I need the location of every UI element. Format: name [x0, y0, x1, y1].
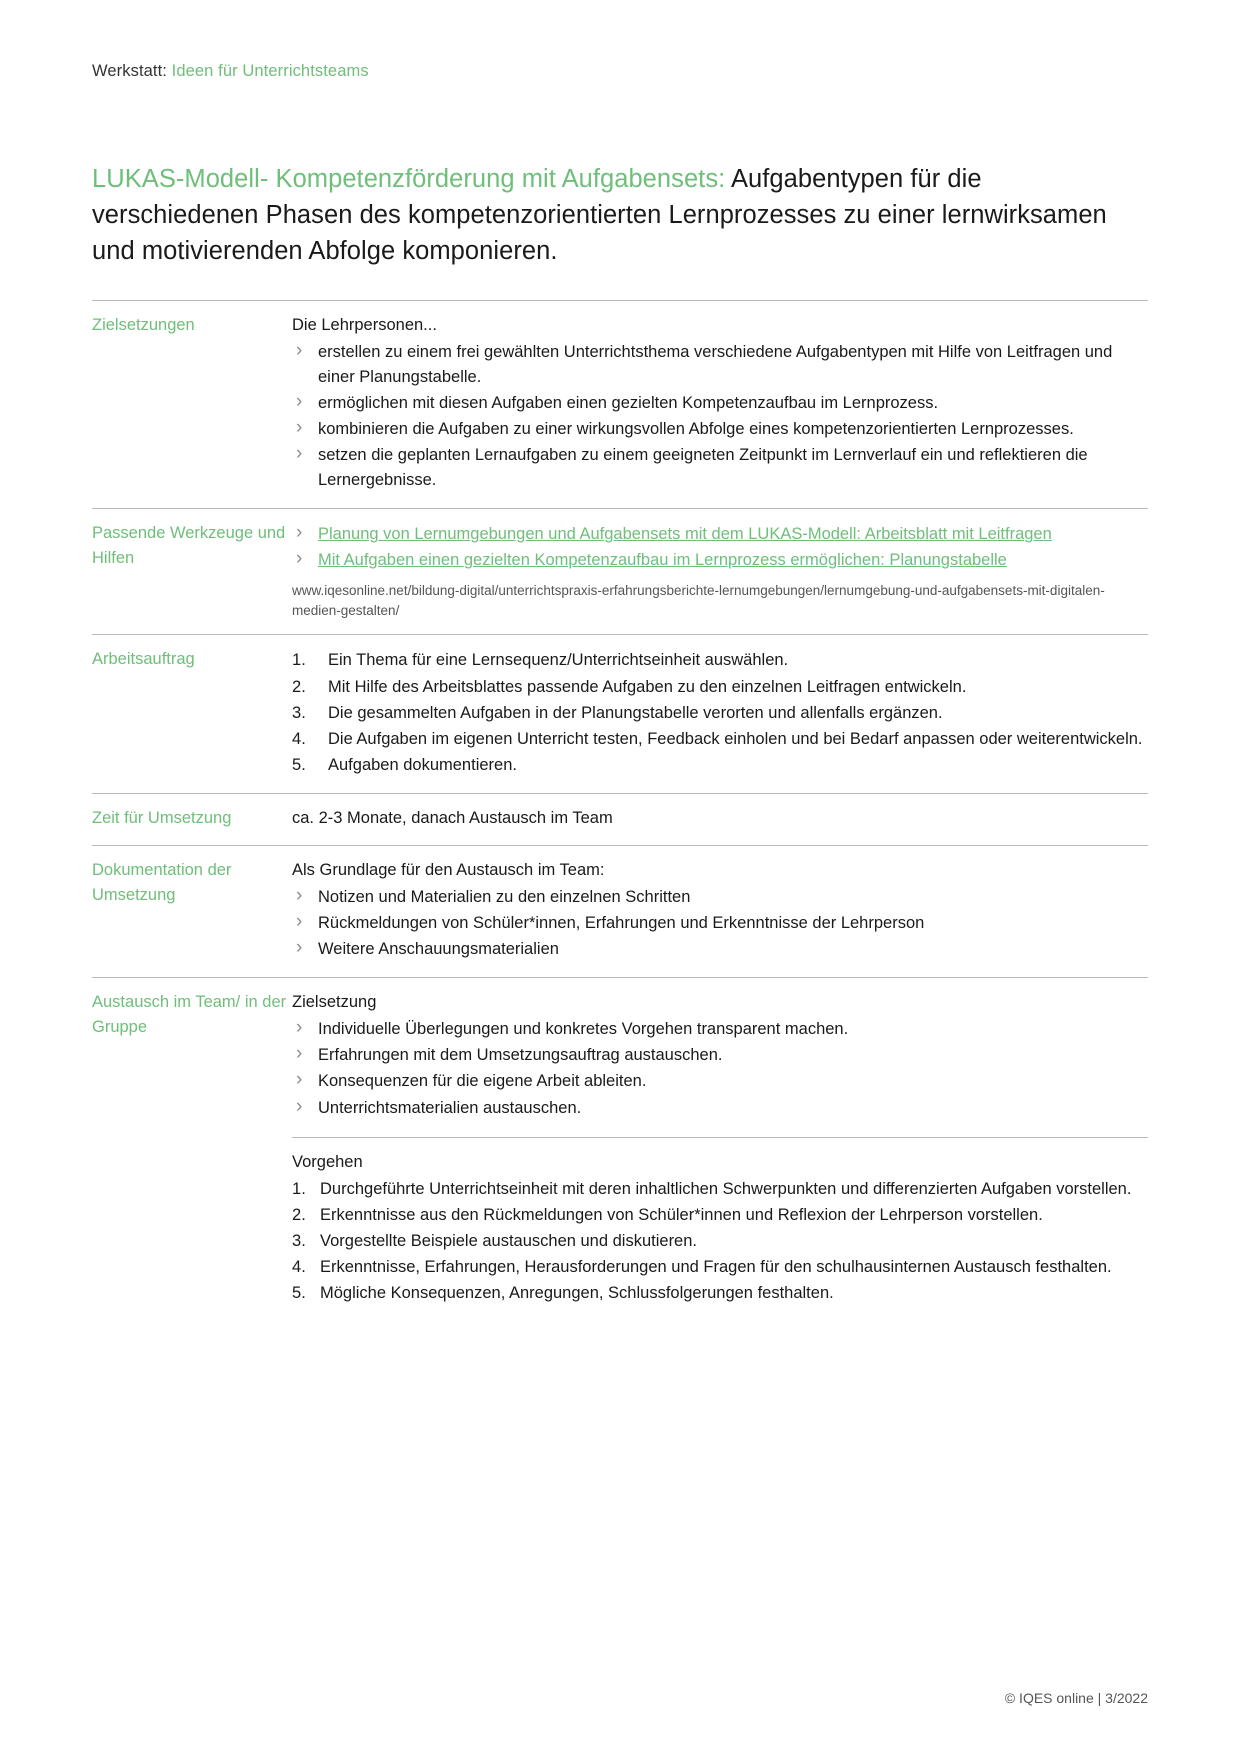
- list-item: › Individuelle Überlegungen und konkretes Vorgehen transparent machen.: [292, 1017, 1148, 1042]
- row-label-austausch: Austausch im Team/ in der Gruppe: [92, 978, 292, 1321]
- list-item: Vorgestellte Beispiele austauschen und diskutieren.: [320, 1231, 697, 1250]
- row-body-dokumentation: [292, 845, 1148, 977]
- list-item: › Weitere Anschauungsmaterialien: [292, 937, 1148, 962]
- list-item: › erstellen zu einem frei gewählten Unterrichtsthema verschiedene Aufgabentypen mit Hilfe von Leitfragen und einer Planungstabelle.: [292, 340, 1148, 390]
- werkzeuge-url: www.iqesonline.net/bildung-digital/unterrichtspraxis-erfahrungsberichte-lernumgebungen/lernumgebung-und-aufgabensets-mit-digitalen-medien-gestalten/: [292, 583, 1105, 618]
- list-item[interactable]: [292, 522, 1148, 547]
- row-body-werkzeuge: [292, 509, 1148, 635]
- table-row-werkzeuge: [92, 509, 1148, 635]
- werkzeuge-link-list: [292, 522, 1148, 573]
- link-arbeitsblatt-leitfragen[interactable]: Planung von Lernumgebungen und Aufgabensets mit dem LUKAS-Modell: Arbeitsblatt mit Leitfragen: [318, 525, 1052, 544]
- list-item: › Erfahrungen mit dem Umsetzungsauftrag austauschen.: [292, 1043, 1148, 1068]
- list-item: › Notizen und Materialien zu den einzelnen Schritten: [292, 885, 1148, 910]
- list-item: Mögliche Konsequenzen, Anregungen, Schlussfolgerungen festhalten.: [320, 1284, 834, 1302]
- doku-intro: Als Grundlage für den Austausch im Team:: [292, 860, 605, 879]
- arbeitsauftrag-list: [292, 648, 1148, 777]
- row-label-zeit: Zeit für Umsetzung: [92, 793, 292, 845]
- page-title-rest: Aufgabentypen für die verschiedenen Phasen des kompetenzorientierten Lernprozesses zu einer lernwirksamen und motivierenden Abfolge komponieren.: [92, 165, 1107, 266]
- ziele-list: [292, 340, 1148, 493]
- list-item: › Rückmeldungen von Schüler*innen, Erfahrungen und Erkenntnisse der Lehrperson: [292, 911, 1148, 936]
- table-row-zielsetzungen: [92, 300, 1148, 509]
- document-header: [92, 62, 1148, 81]
- list-item: Erkenntnisse aus den Rückmeldungen von Schüler*innen und Reflexion der Lehrperson vorstellen.: [320, 1205, 1043, 1224]
- list-item[interactable]: [292, 548, 1148, 573]
- austausch-divider: [292, 1137, 1148, 1138]
- link-planungstabelle[interactable]: Mit Aufgaben einen gezielten Kompetenzaufbau im Lernprozess ermöglichen: Planungstabelle: [318, 551, 1007, 570]
- header-prefix: Werkstatt:: [92, 62, 167, 80]
- list-item: › ermöglichen mit diesen Aufgaben einen gezielten Kompetenzaufbau im Lernprozess.: [292, 391, 1148, 416]
- doku-list: [292, 885, 1148, 962]
- table-row-zeit: [92, 793, 1148, 845]
- content-table: [92, 300, 1148, 1321]
- austausch-vorgehen-head: Vorgehen: [292, 1152, 363, 1171]
- page-footer: © IQES online | 3/2022: [1004, 1690, 1148, 1706]
- list-item: › Unterrichtsmaterialien austauschen.: [292, 1096, 1148, 1121]
- list-item: › setzen die geplanten Lernaufgaben zu einem geeigneten Zeitpunkt im Lernverlauf ein und reflektieren die Lernergebnisse.: [292, 443, 1148, 493]
- row-body-zeit: ca. 2-3 Monate, danach Austausch im Team: [292, 793, 1148, 845]
- row-body-zielsetzungen: [292, 300, 1148, 509]
- list-item: › Konsequenzen für die eigene Arbeit ableiten.: [292, 1069, 1148, 1094]
- table-row-austausch: [92, 978, 1148, 1321]
- row-label-arbeitsauftrag: Arbeitsauftrag: [92, 635, 292, 793]
- row-label-zielsetzungen: Zielsetzungen: [92, 300, 292, 509]
- row-label-werkzeuge: Passende Werkzeuge und Hilfen: [92, 509, 292, 635]
- list-item: Durchgeführte Unterrichtseinheit mit deren inhaltlichen Schwerpunkten und differenzierten Aufgaben vorstellen.: [320, 1179, 1132, 1198]
- list-item: Die gesammelten Aufgaben in der Planungstabelle verorten und allenfalls ergänzen.: [328, 703, 943, 722]
- ziele-intro: Die Lehrpersonen...: [292, 315, 437, 334]
- page-title-accent: LUKAS-Modell- Kompetenzförderung mit Aufgabensets:: [92, 165, 726, 193]
- row-label-dokumentation: Dokumentation der Umsetzung: [92, 845, 292, 977]
- list-item: › kombinieren die Aufgaben zu einer wirkungsvollen Abfolge eines kompetenzorientierten Lernprozesses.: [292, 417, 1148, 442]
- page-title: [92, 161, 1148, 270]
- row-body-arbeitsauftrag: [292, 635, 1148, 793]
- list-item: Mit Hilfe des Arbeitsblattes passende Aufgaben zu den einzelnen Leitfragen entwickeln.: [328, 677, 967, 696]
- list-item: Ein Thema für eine Lernsequenz/Unterrichtseinheit auswählen.: [328, 651, 789, 670]
- table-row-dokumentation: [92, 845, 1148, 977]
- austausch-zielsetzung-head: Zielsetzung: [292, 993, 377, 1012]
- list-item: Erkenntnisse, Erfahrungen, Herausforderungen und Fragen für den schulhausinternen Austausch festhalten.: [320, 1257, 1112, 1276]
- header-accent: Ideen für Unterrichtsteams: [171, 62, 369, 80]
- list-item: Aufgaben dokumentieren.: [328, 755, 517, 774]
- austausch-vorgehen-list: [292, 1177, 1148, 1306]
- list-item: Die Aufgaben im eigenen Unterricht testen, Feedback einholen und bei Bedarf anpassen oder weiterentwickeln.: [328, 729, 1143, 748]
- austausch-zielsetzung-list: [292, 1017, 1148, 1120]
- table-row-arbeitsauftrag: [92, 635, 1148, 793]
- row-body-austausch: [292, 978, 1148, 1321]
